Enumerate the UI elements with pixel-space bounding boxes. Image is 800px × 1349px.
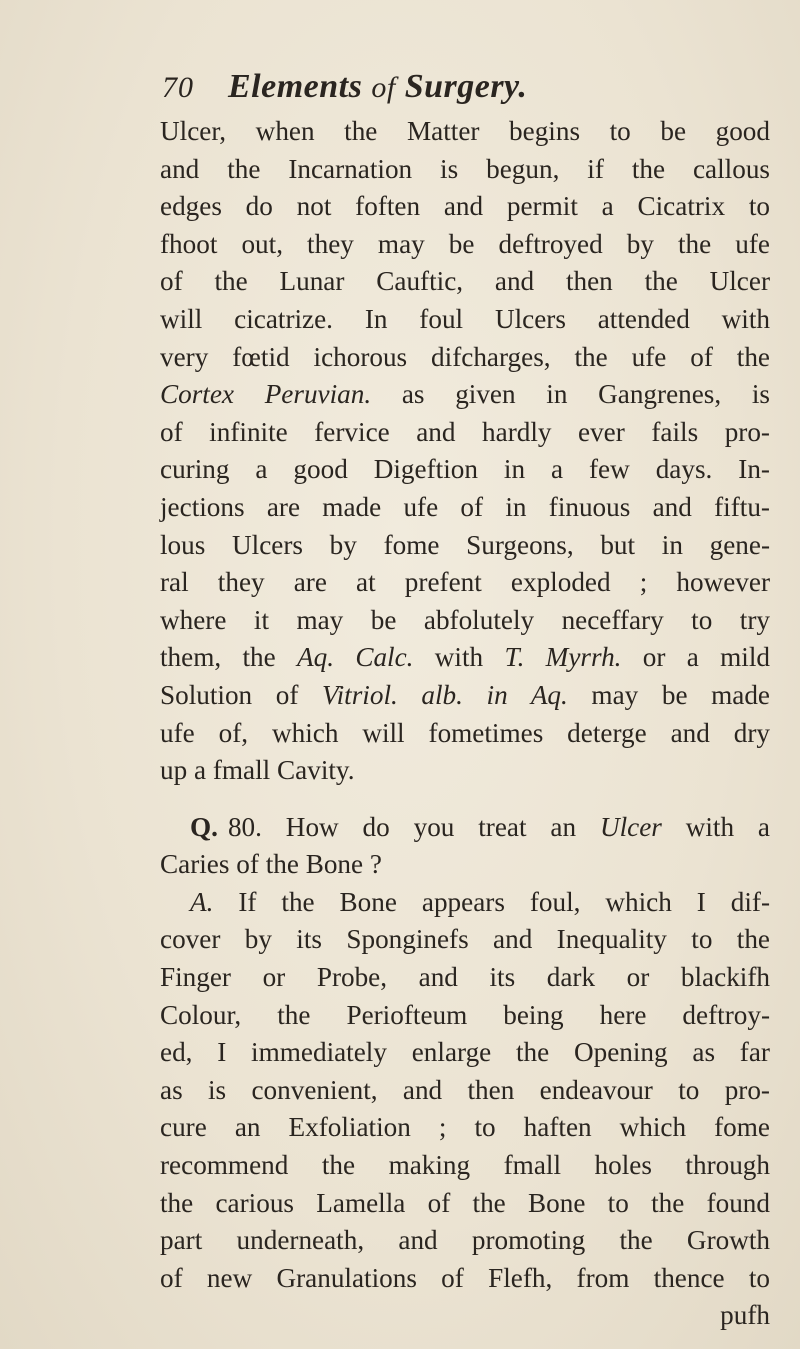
text-line (160, 677, 770, 715)
text-line: Colour, the Periofteum being here deftroy- (160, 999, 770, 1030)
italic-term: T. Myrrh. (504, 642, 622, 673)
text-line: ral they are at prefent exploded ; however (160, 567, 770, 598)
answer-marker: A. (190, 886, 214, 917)
text-line: jections are made ufe of in finuous and fiftu- (160, 491, 770, 522)
text-line: up a fmall Cavity. (160, 755, 355, 786)
italic-term: Ulcer (599, 811, 662, 842)
paragraph-gap (160, 790, 770, 809)
text-line: ufe of, which will fometimes deterge and dry (160, 717, 770, 748)
text-line: of new Granulations of Flefh, from thence to (160, 1262, 770, 1293)
text-line: fhoot out, they may be deftroyed by the ufe (160, 228, 770, 259)
question-line: Caries of the Bone ? (160, 849, 382, 880)
text-line: lous Ulcers by fome Surgeons, but in gene- (160, 529, 770, 560)
page-header (162, 68, 527, 108)
text-span: If the Bone appears foul, which I dif- (213, 886, 770, 917)
text-line: where it may be abfolutely neceffary to try (160, 604, 770, 635)
running-title-word-3: Surgery. (404, 68, 528, 105)
text-line: and the Incarnation is begun, if the callous (160, 153, 770, 184)
text-span: them, the (160, 642, 298, 673)
text-line (160, 639, 770, 677)
text-span: or a mild (621, 642, 770, 673)
text-span: with (413, 642, 505, 673)
text-line: ed, I immediately enlarge the Opening as far (160, 1037, 770, 1068)
text-line: recommend the making fmall holes through (160, 1150, 770, 1181)
text-line: of the Lunar Cauftic, and then the Ulcer (160, 266, 770, 297)
text-line: curing a good Digeftion in a few days. In- (160, 454, 770, 485)
text-line: the carious Lamella of the Bone to the found (160, 1187, 770, 1218)
running-title-word-2: of (371, 71, 396, 104)
text-line: Finger or Probe, and its dark or blackifh (160, 962, 770, 993)
page-number: 70 (162, 71, 194, 104)
text-span: may be made (567, 679, 770, 710)
text-line: very fœtid ichorous difcharges, the ufe of the (160, 341, 770, 372)
italic-term: Cortex Peruvian. (160, 379, 372, 410)
text-line: cure an Exfoliation ; to haften which fome (160, 1112, 770, 1143)
text-span: How do you treat an (261, 811, 600, 842)
catchword: pufh (720, 1300, 770, 1331)
text-span: as given in Gangrenes, is (371, 379, 770, 410)
text-line: Ulcer, when the Matter begins to be good (160, 116, 770, 146)
text-line: edges do not foften and permit a Cicatrix to (160, 191, 770, 222)
question-number: 80. (227, 811, 262, 842)
question-line (160, 809, 770, 847)
italic-term: Vitriol. alb. in Aq. (322, 679, 568, 710)
running-title-word-1: Elements (228, 68, 363, 105)
running-title (228, 68, 527, 106)
italic-term: Aq. Calc. (297, 642, 414, 673)
text-line: as is convenient, and then endeavour to pro- (160, 1074, 770, 1105)
text-line (160, 376, 770, 414)
text-span: with a (661, 811, 770, 842)
text-line: part underneath, and promoting the Growth (160, 1225, 770, 1256)
question-marker: Q. (190, 811, 218, 842)
text-line: of infinite fervice and hardly ever fails pro- (160, 416, 770, 447)
text-line: cover by its Sponginefs and Inequality to the (160, 924, 770, 955)
text-span: Solution of (160, 679, 323, 710)
answer-line (160, 884, 770, 922)
body-text (160, 113, 770, 1335)
text-line: will cicatrize. In foul Ulcers attended with (160, 303, 770, 334)
